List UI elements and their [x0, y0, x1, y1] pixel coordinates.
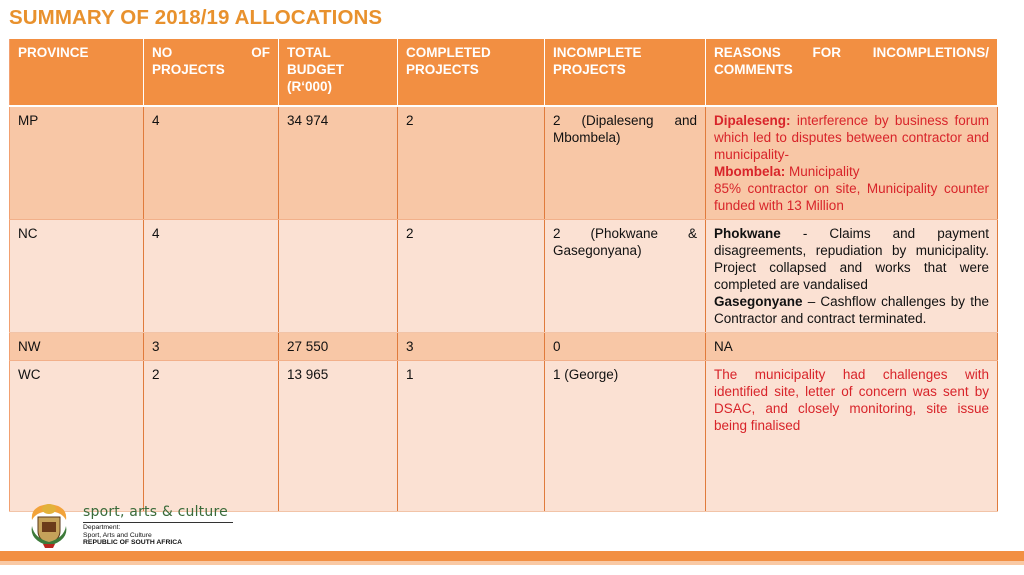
brand-name: sport, arts & culture — [83, 504, 228, 520]
cell-province: MP — [10, 106, 144, 220]
cell-no-of-projects: 4 — [144, 106, 279, 220]
footer-bar-light — [0, 561, 1024, 565]
header-reasons: REASONS FOR INCOMPLETIONS/ COMMENTS — [706, 39, 998, 107]
cell-province: WC — [10, 361, 144, 512]
table-header-row — [10, 39, 998, 107]
table-row — [10, 220, 998, 333]
cell-province: NC — [10, 220, 144, 333]
reason-label-phokwane: Phokwane — [714, 226, 781, 241]
cell-incomplete: 2 (Dipaleseng and Mbombela) — [545, 106, 706, 220]
reason-label-dipaleseng: Dipaleseng: — [714, 113, 791, 128]
header-province: PROVINCE — [10, 39, 144, 107]
brand-divider — [83, 522, 233, 523]
cell-incomplete: 1 (George) — [545, 361, 706, 512]
reason-text-mbombela: Municipality — [785, 164, 860, 179]
cell-no-of-projects: 2 — [144, 361, 279, 512]
cell-total-budget — [279, 220, 398, 333]
cell-completed: 1 — [398, 361, 545, 512]
cell-completed: 2 — [398, 106, 545, 220]
department-text — [83, 524, 182, 547]
cell-no-of-projects: 4 — [144, 220, 279, 333]
coat-of-arms-icon — [26, 500, 72, 548]
footer-bar — [0, 551, 1024, 561]
page-title: SUMMARY OF 2018/19 ALLOCATIONS — [9, 6, 383, 29]
table-row — [10, 361, 998, 512]
reason-text-dipaleseng: interference by business forum which led to disputes between contractor and municipality- — [714, 113, 989, 162]
dept-line-3: REPUBLIC OF SOUTH AFRICA — [83, 539, 183, 546]
cell-total-budget: 13 965 — [279, 361, 398, 512]
cell-incomplete: 2 (Phokwane & Gasegonyana) — [545, 220, 706, 333]
reason-text-extra: 85% contractor on site, Municipality counter funded with 13 Million — [714, 181, 989, 213]
allocations-table — [9, 38, 998, 512]
cell-reason: NA — [706, 333, 998, 361]
cell-completed: 3 — [398, 333, 545, 361]
header-completed-projects: COMPLETED PROJECTS — [398, 39, 545, 107]
cell-reason — [706, 220, 998, 333]
cell-province: NW — [10, 333, 144, 361]
reason-text-gasegonyane: – Cashflow challenges by the Contractor and contract terminated. — [714, 294, 989, 326]
dept-line-2: Sport, Arts and Culture — [83, 531, 152, 539]
cell-completed: 2 — [398, 220, 545, 333]
cell-total-budget: 34 974 — [279, 106, 398, 220]
header-incomplete-projects: INCOMPLETE PROJECTS — [545, 39, 706, 107]
header-total-budget: TOTAL BUDGET (R‘000) — [279, 39, 398, 107]
table-row — [10, 333, 998, 361]
reason-label-mbombela: Mbombela: — [714, 164, 786, 179]
cell-incomplete: 0 — [545, 333, 706, 361]
reason-text-phokwane: - Claims and payment disagreements, repudiation by municipality. Project collapsed and works that were completed are vandalised — [714, 226, 989, 292]
table-row — [10, 106, 998, 220]
cell-total-budget: 27 550 — [279, 333, 398, 361]
dept-line-1: Department: — [83, 524, 121, 531]
cell-reason — [706, 106, 998, 220]
department-logo — [26, 500, 256, 550]
cell-reason: The municipality had challenges with identified site, letter of concern was sent by DSAC, and closely monitoring, site issue being finalised — [706, 361, 998, 512]
reason-label-gasegonyane: Gasegonyane — [714, 294, 803, 309]
cell-no-of-projects: 3 — [144, 333, 279, 361]
header-no-of-projects: NO OF PROJECTS — [144, 39, 279, 107]
